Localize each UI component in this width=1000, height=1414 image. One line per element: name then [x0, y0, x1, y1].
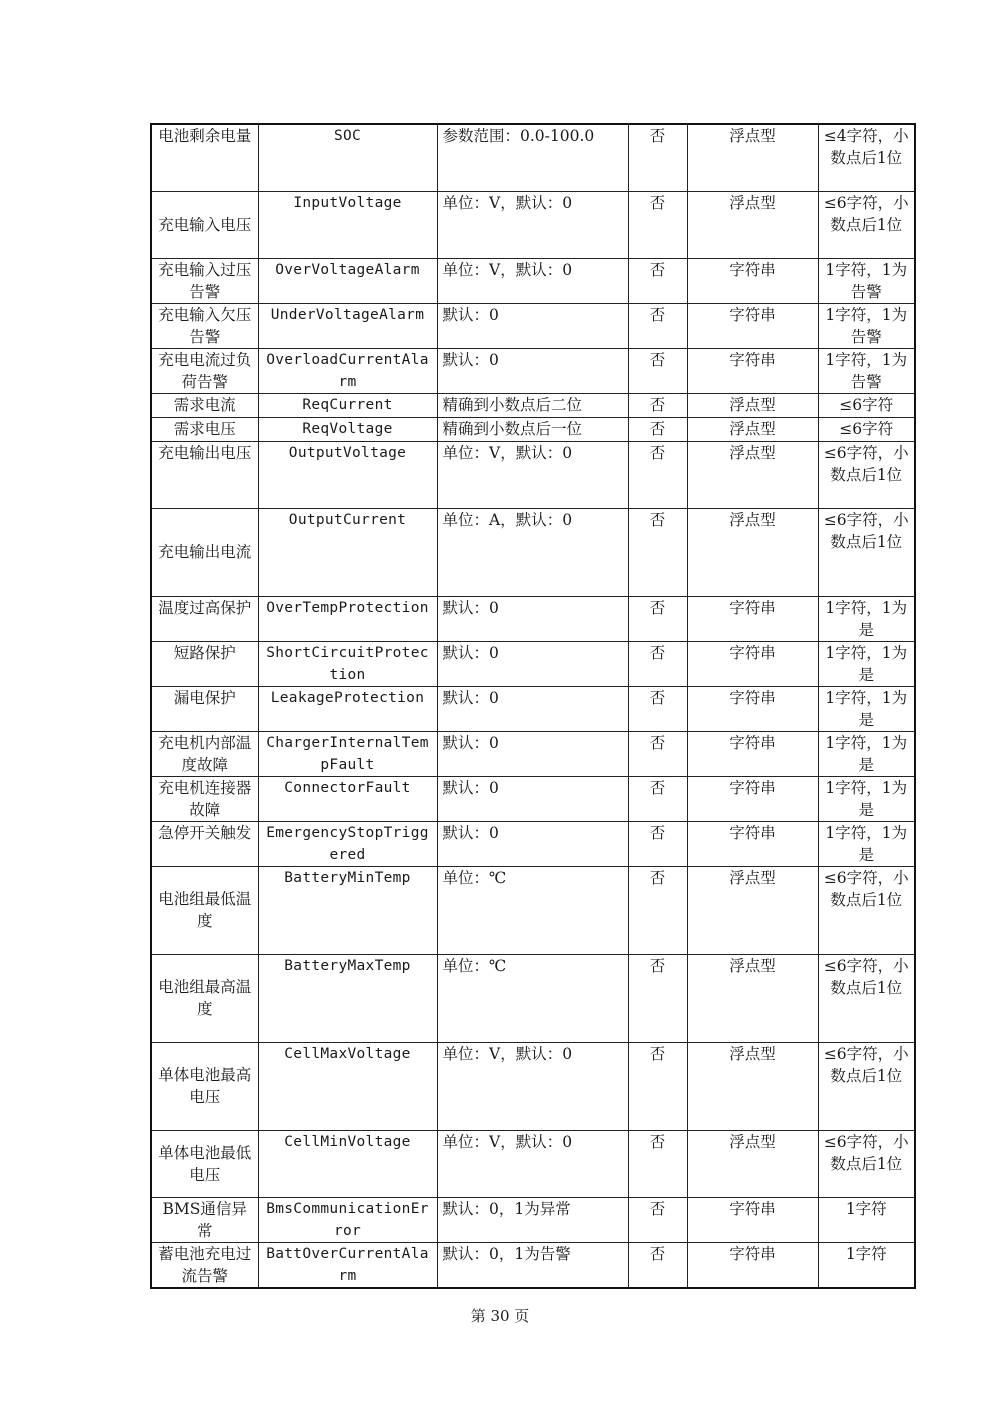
field-required-cell: 否 — [628, 1197, 687, 1242]
field-length-cell: ≤6字符，小数点后1位 — [818, 1130, 915, 1197]
table-row — [151, 1130, 915, 1197]
field-required-cell: 否 — [628, 191, 687, 258]
field-name-cell: 电池组最高温度 — [151, 954, 258, 1042]
field-desc-cell: 单位：℃ — [437, 954, 628, 1042]
field-desc-cell: 单位：V，默认：0 — [437, 1042, 628, 1130]
field-key-cell: EmergencyStopTriggered — [258, 821, 437, 866]
field-type-cell: 字符串 — [687, 731, 818, 776]
field-desc-cell: 默认：0 — [437, 821, 628, 866]
field-key-cell: CellMinVoltage — [258, 1130, 437, 1197]
table-row — [151, 1042, 915, 1130]
field-name-cell: 需求电流 — [151, 393, 258, 417]
field-length-cell: ≤6字符，小数点后1位 — [818, 441, 915, 508]
field-desc-cell: 默认：0，1为告警 — [437, 1242, 628, 1288]
field-key-cell: OutputVoltage — [258, 441, 437, 508]
table-row — [151, 776, 915, 821]
field-desc-cell: 单位：V，默认：0 — [437, 258, 628, 303]
field-name-cell: 蓄电池充电过流告警 — [151, 1242, 258, 1288]
field-required-cell: 否 — [628, 954, 687, 1042]
field-desc-cell: 单位：A，默认：0 — [437, 508, 628, 596]
field-type-cell: 字符串 — [687, 1242, 818, 1288]
field-name-cell: 充电输出电压 — [151, 441, 258, 508]
field-name-cell: 电池组最低温度 — [151, 866, 258, 954]
field-length-cell: 1字符，1为告警 — [818, 258, 915, 303]
field-type-cell: 浮点型 — [687, 441, 818, 508]
table-row — [151, 393, 915, 417]
field-length-cell: 1字符 — [818, 1242, 915, 1288]
table-row — [151, 258, 915, 303]
field-desc-cell: 单位：V，默认：0 — [437, 441, 628, 508]
table-row — [151, 417, 915, 441]
field-key-cell: SOC — [258, 124, 437, 191]
field-key-cell: LeakageProtection — [258, 686, 437, 731]
field-required-cell: 否 — [628, 821, 687, 866]
field-required-cell: 否 — [628, 441, 687, 508]
table-row — [151, 1242, 915, 1288]
field-name-cell: 充电输入电压 — [151, 191, 258, 258]
field-required-cell: 否 — [628, 776, 687, 821]
field-desc-cell: 精确到小数点后一位 — [437, 417, 628, 441]
field-type-cell: 浮点型 — [687, 417, 818, 441]
field-length-cell: 1字符，1为是 — [818, 641, 915, 686]
table-row — [151, 124, 915, 191]
field-desc-cell: 单位：V，默认：0 — [437, 1130, 628, 1197]
page-number: 第 30 页 — [470, 1307, 530, 1325]
field-key-cell: ConnectorFault — [258, 776, 437, 821]
field-name-cell: 需求电压 — [151, 417, 258, 441]
field-key-cell: OverVoltageAlarm — [258, 258, 437, 303]
field-type-cell: 浮点型 — [687, 1130, 818, 1197]
field-key-cell: UnderVoltageAlarm — [258, 303, 437, 348]
field-desc-cell: 单位：V，默认：0 — [437, 191, 628, 258]
field-type-cell: 浮点型 — [687, 866, 818, 954]
field-length-cell: 1字符 — [818, 1197, 915, 1242]
table-row — [151, 1197, 915, 1242]
field-desc-cell: 默认：0 — [437, 641, 628, 686]
field-required-cell: 否 — [628, 508, 687, 596]
field-name-cell: 充电输入欠压告警 — [151, 303, 258, 348]
field-type-cell: 浮点型 — [687, 508, 818, 596]
field-required-cell: 否 — [628, 596, 687, 641]
field-length-cell: ≤6字符，小数点后1位 — [818, 508, 915, 596]
field-type-cell: 浮点型 — [687, 954, 818, 1042]
field-name-cell: 单体电池最低电压 — [151, 1130, 258, 1197]
field-required-cell: 否 — [628, 1042, 687, 1130]
field-key-cell: BmsCommunicationError — [258, 1197, 437, 1242]
field-type-cell: 字符串 — [687, 776, 818, 821]
field-required-cell: 否 — [628, 1130, 687, 1197]
table-row — [151, 508, 915, 596]
table-row — [151, 441, 915, 508]
field-length-cell: 1字符，1为是 — [818, 731, 915, 776]
table-row — [151, 348, 915, 393]
field-length-cell: 1字符，1为是 — [818, 776, 915, 821]
field-desc-cell: 精确到小数点后二位 — [437, 393, 628, 417]
field-type-cell: 浮点型 — [687, 1042, 818, 1130]
field-type-cell: 字符串 — [687, 641, 818, 686]
table-row — [151, 596, 915, 641]
field-required-cell: 否 — [628, 731, 687, 776]
field-desc-cell: 默认：0 — [437, 686, 628, 731]
field-key-cell: ReqCurrent — [258, 393, 437, 417]
field-length-cell: 1字符，1为是 — [818, 596, 915, 641]
field-length-cell: ≤6字符 — [818, 393, 915, 417]
field-name-cell: BMS通信异常 — [151, 1197, 258, 1242]
field-name-cell: 充电输出电流 — [151, 508, 258, 596]
field-type-cell: 浮点型 — [687, 124, 818, 191]
table-row — [151, 821, 915, 866]
field-name-cell: 温度过高保护 — [151, 596, 258, 641]
field-name-cell: 充电电流过负荷告警 — [151, 348, 258, 393]
field-name-cell: 充电输入过压告警 — [151, 258, 258, 303]
table-row — [151, 191, 915, 258]
field-required-cell: 否 — [628, 258, 687, 303]
field-type-cell: 字符串 — [687, 1197, 818, 1242]
field-name-cell: 单体电池最高电压 — [151, 1042, 258, 1130]
table-row — [151, 731, 915, 776]
field-name-cell: 充电机内部温度故障 — [151, 731, 258, 776]
field-required-cell: 否 — [628, 686, 687, 731]
field-key-cell: InputVoltage — [258, 191, 437, 258]
field-desc-cell: 默认：0 — [437, 731, 628, 776]
field-length-cell: ≤6字符，小数点后1位 — [818, 191, 915, 258]
field-length-cell: ≤6字符，小数点后1位 — [818, 866, 915, 954]
field-length-cell: 1字符，1为告警 — [818, 348, 915, 393]
field-key-cell: OverTempProtection — [258, 596, 437, 641]
table-row — [151, 303, 915, 348]
field-type-cell: 字符串 — [687, 821, 818, 866]
field-name-cell: 急停开关触发 — [151, 821, 258, 866]
field-type-cell: 字符串 — [687, 686, 818, 731]
field-name-cell: 充电机连接器故障 — [151, 776, 258, 821]
field-desc-cell: 默认：0 — [437, 776, 628, 821]
field-required-cell: 否 — [628, 1242, 687, 1288]
field-length-cell: 1字符，1为是 — [818, 821, 915, 866]
field-key-cell: BatteryMaxTemp — [258, 954, 437, 1042]
table-row — [151, 866, 915, 954]
field-length-cell: 1字符，1为是 — [818, 686, 915, 731]
field-desc-cell: 默认：0 — [437, 348, 628, 393]
field-name-cell: 短路保护 — [151, 641, 258, 686]
field-length-cell: ≤4字符，小数点后1位 — [818, 124, 915, 191]
field-key-cell: ChargerInternalTempFault — [258, 731, 437, 776]
field-type-cell: 浮点型 — [687, 191, 818, 258]
field-required-cell: 否 — [628, 348, 687, 393]
data-field-table — [150, 123, 916, 1289]
field-desc-cell: 参数范围：0.0-100.0 — [437, 124, 628, 191]
field-key-cell: OverloadCurrentAlarm — [258, 348, 437, 393]
field-length-cell: ≤6字符，小数点后1位 — [818, 954, 915, 1042]
field-type-cell: 浮点型 — [687, 393, 818, 417]
field-type-cell: 字符串 — [687, 348, 818, 393]
field-key-cell: BattOverCurrentAlarm — [258, 1242, 437, 1288]
field-type-cell: 字符串 — [687, 303, 818, 348]
table-row — [151, 641, 915, 686]
field-length-cell: 1字符，1为告警 — [818, 303, 915, 348]
field-key-cell: ShortCircuitProtection — [258, 641, 437, 686]
table-row — [151, 954, 915, 1042]
field-type-cell: 字符串 — [687, 258, 818, 303]
field-required-cell: 否 — [628, 417, 687, 441]
field-name-cell: 漏电保护 — [151, 686, 258, 731]
field-required-cell: 否 — [628, 866, 687, 954]
field-desc-cell: 默认：0，1为异常 — [437, 1197, 628, 1242]
field-key-cell: ReqVoltage — [258, 417, 437, 441]
field-length-cell: ≤6字符 — [818, 417, 915, 441]
field-key-cell: OutputCurrent — [258, 508, 437, 596]
field-required-cell: 否 — [628, 393, 687, 417]
field-required-cell: 否 — [628, 641, 687, 686]
field-name-cell: 电池剩余电量 — [151, 124, 258, 191]
field-key-cell: BatteryMinTemp — [258, 866, 437, 954]
field-desc-cell: 默认：0 — [437, 596, 628, 641]
field-length-cell: ≤6字符，小数点后1位 — [818, 1042, 915, 1130]
field-desc-cell: 默认：0 — [437, 303, 628, 348]
field-key-cell: CellMaxVoltage — [258, 1042, 437, 1130]
table-row — [151, 686, 915, 731]
field-required-cell: 否 — [628, 303, 687, 348]
field-type-cell: 字符串 — [687, 596, 818, 641]
field-required-cell: 否 — [628, 124, 687, 191]
field-desc-cell: 单位：℃ — [437, 866, 628, 954]
